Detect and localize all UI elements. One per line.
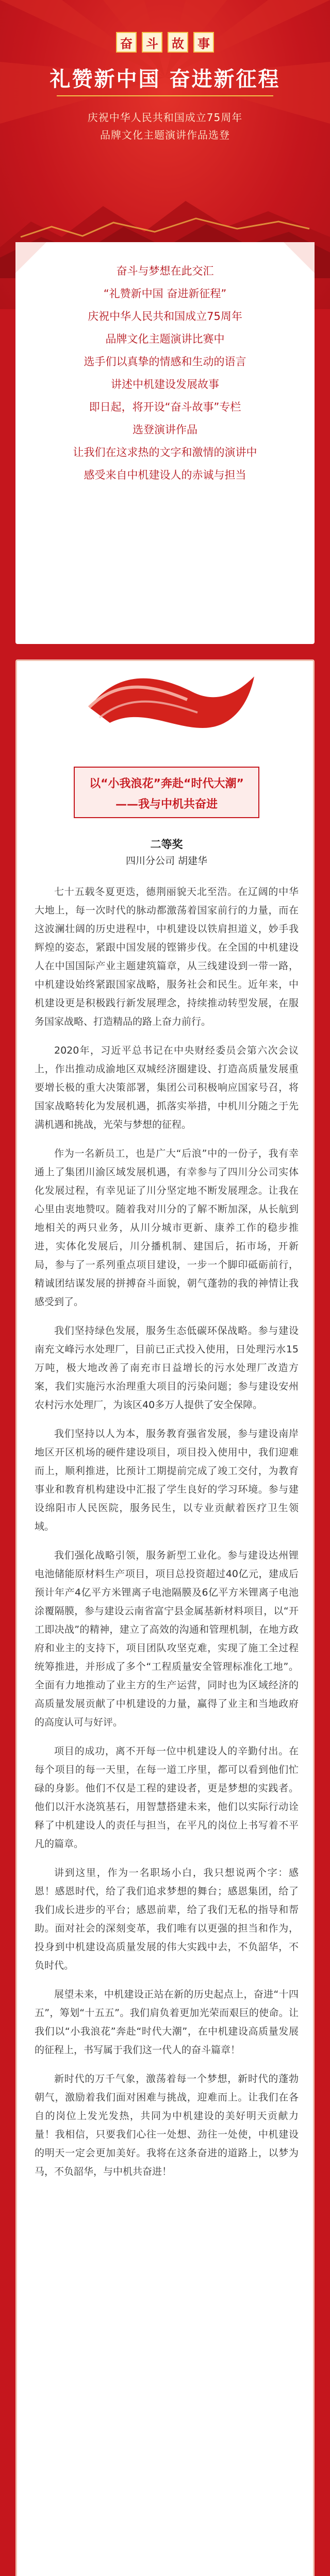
- article-paragraph: 我们坚持以人为本，服务教育强省发展，参与建设南岸地区开区机场的硬件建设项目，项目投入使用中，我们迎难而上，顺利推进，比预计工期提前完成了竣工交付，为教育事业和教育机构建设中汇报了学生良好的学习环境。参与建设绵阳市人民医院，服务民生，以专业贡献着医疗卫生领域。: [35, 1428, 299, 1532]
- badge-char: 斗: [142, 32, 162, 53]
- article-paragraph: 七十五载冬夏更迭，德荆丽貌天北至浩。在辽阔的中华大地上，每一次时代的脉动都激荡着国家前行的力量，而在这波澜壮阔的历史进程中，中机建设以铁肩担道义，妙手我辉煌的姿态，紧跟中国发展的铿锵步伐。在全国的中机建设人在中国国际产业主题建筑篇章，从三线建设到一带一路，中机建设始终紧跟国家战略，服务社会和民生。近年来，中机建设更是积极践行新发展理念，持续推动转型发展，在服务国家战略、打造精品的路上奋力前行。: [35, 886, 299, 1027]
- author-name: 四川分公司 胡建华: [125, 855, 208, 867]
- subtitle-line: 品牌文化主题演讲作品选登: [100, 129, 230, 141]
- badge-char: 事: [193, 32, 214, 53]
- intro-card: [15, 242, 315, 644]
- red-flag-icon: [79, 646, 265, 749]
- intro-line: 品牌文化主题演讲比赛中: [105, 333, 225, 345]
- article-paragraph: 作为一名新员工，也是广大“后浪”中的一份子，我有幸通上了集团川渝区域发展机遇，有幸参与了四川分公司实体化发展过程，有幸见证了川分坚定地不断发展理念。让我在心里由衷地赞叹。随着我对川分的了解不断加深，从长航到地相关的两只业务，从川分城市更新、康养工作的稳步推进，实体化发展后，川分播机制、建国后，拓市场，开新局，参与了一系列重点项目建设，一步一个脚印砥砺前行，精诚团结谋发展的拼搏奋斗面貌，朝气蓬勃的我的神情让我感受到了。: [35, 1148, 299, 1308]
- intro-line: 感受来自中机建设人的赤诚与担当: [84, 469, 246, 481]
- intro-line: 让我们在这求热的文字和激情的演讲中: [73, 446, 257, 459]
- intro-line: 庆祝中华人民共和国成立75周年: [88, 310, 242, 323]
- subtitle-line: 庆祝中华人民共和国成立75周年: [87, 111, 243, 124]
- article-paragraph: 新时代的万千气象，激荡着每一个梦想，新时代的蓬勃朝气，激励着我们面对困难与挑战，迎难而上。让我们在各自的岗位上发光发热，共同为中机建设的美好明天贡献力量！我相信，只要我们心往一处想、劲往一处使，中机建设的明天一定会更加美好。我将在这条奋进的道路上，以梦为马，不负韶华，与中机共奋进！: [35, 2073, 299, 2177]
- article-paragraph: 展望未来，中机建设正站在新的历史起点上，奋进“十四五”，筹划“十五五”。我们肩负着更加光荣而艰巨的使命。让我们以“小我浪花”奔赴“时代大潮”，在中机建设高质量发展的征程上，书写属于我们这一代人的奋斗篇章！: [35, 1989, 299, 2056]
- intro-line: 选手们以真挚的情感和生动的语言: [84, 355, 246, 368]
- article-paragraph: 2020年，习近平总书记在中央财经委员会第六次会议上，作出推动成渝地区双城经济圈建设、打造高质量发展重要增长极的重大决策部署，集团公司积极响应国家号召，将国家战略转化为发展机遇，抓落实举措，中机川分随之于先满机遇和挑战，光荣与梦想的征程。: [35, 1045, 299, 1130]
- intro-line: 奋斗与梦想在此交汇: [116, 265, 214, 277]
- intro-line: “礼赞新中国 奋进新征程”: [103, 287, 227, 300]
- article-paragraph: 项目的成功，离不开每一位中机建设人的辛勤付出。在每个项目的每一天里，在每一道工序里，都可以看到他们忙碌的身影。他们不仅是工程的建设者，更是梦想的实践者。他们以汗水浇筑基石，用智慧搭建未来，他们以实际行动诠释了中机建设人的责任与担当，在平凡的岗位上书写着不平凡的篇章。: [35, 1745, 299, 1850]
- author-block: [17, 836, 316, 869]
- topic-title: 以“小我浪花”奔赴“时代大潮”: [89, 777, 244, 790]
- intro-line: 讲述中机建设发展故事: [111, 378, 219, 391]
- corner-ornament-icon: [284, 242, 315, 273]
- title-divider: [57, 95, 273, 96]
- story-badges: [0, 32, 330, 53]
- page-title: 礼赞新中国 奋进新征程: [50, 67, 280, 91]
- article-card: [15, 659, 315, 2576]
- badge-char: 奋: [116, 32, 137, 53]
- intro-line: 选登演讲作品: [133, 423, 197, 436]
- award-label: 二等奖: [150, 838, 183, 851]
- article-body: [35, 883, 299, 2191]
- badge-char: 故: [168, 32, 188, 53]
- topic-subtitle: ——我与中机共奋进: [115, 798, 218, 811]
- article-paragraph: 讲到这里，作为一名职场小白，我只想说两个字：感恩！感恩时代，给了我们追求梦想的舞台；感恩集团，给了我们成长进步的平台；感恩前辈，给了我们无私的指导和帮助。面对社会的深刻变革，我们唯有以更强的担当和作为，投身到中机建设高质量发展的伟大实践中去，不负韶华，不负时代。: [35, 1867, 299, 1971]
- article-paragraph: 我们强化战略引领，服务新型工业化。参与建设达州锂电池储能原材料生产项目，项目总投资超过40亿元，建成后预计年产4亿平方米锂离子电池隔膜及6亿平方米锂离子电池涂覆隔膜，参与建设云南省富宁县金属基新材料项目，以“开工即决战”的精神，建立了高效的沟通和管理机制，在地方政府和业主的支持下，项目团队攻坚克难，实现了施工全过程统筹推进，并形成了多个“工程质量安全管理标准化工地”。全面有力地推动了业主方的生产运营，同时也为区域经济的高质量发展贡献了中机建设的力量，赢得了业主和当地政府的高度认可与好评。: [35, 1550, 299, 1728]
- topic-box: [74, 767, 259, 818]
- intro-text: [26, 260, 304, 486]
- intro-line: 即日起，将开设“奋斗故事”专栏: [89, 401, 241, 413]
- corner-ornament-icon: [15, 242, 46, 273]
- article-paragraph: 我们坚持绿色发展，服务生态低碳环保战略。参与建设南充文峰污水处理厂，目前已正式投入使用，日处理污水15万吨，极大地改善了南充市日益增长的污水处理厂改造方案，我们实施污水治理重大项目的污染问题；参与建设安州农村污水处理厂，为该区40多万人提供了安全保障。: [35, 1325, 299, 1411]
